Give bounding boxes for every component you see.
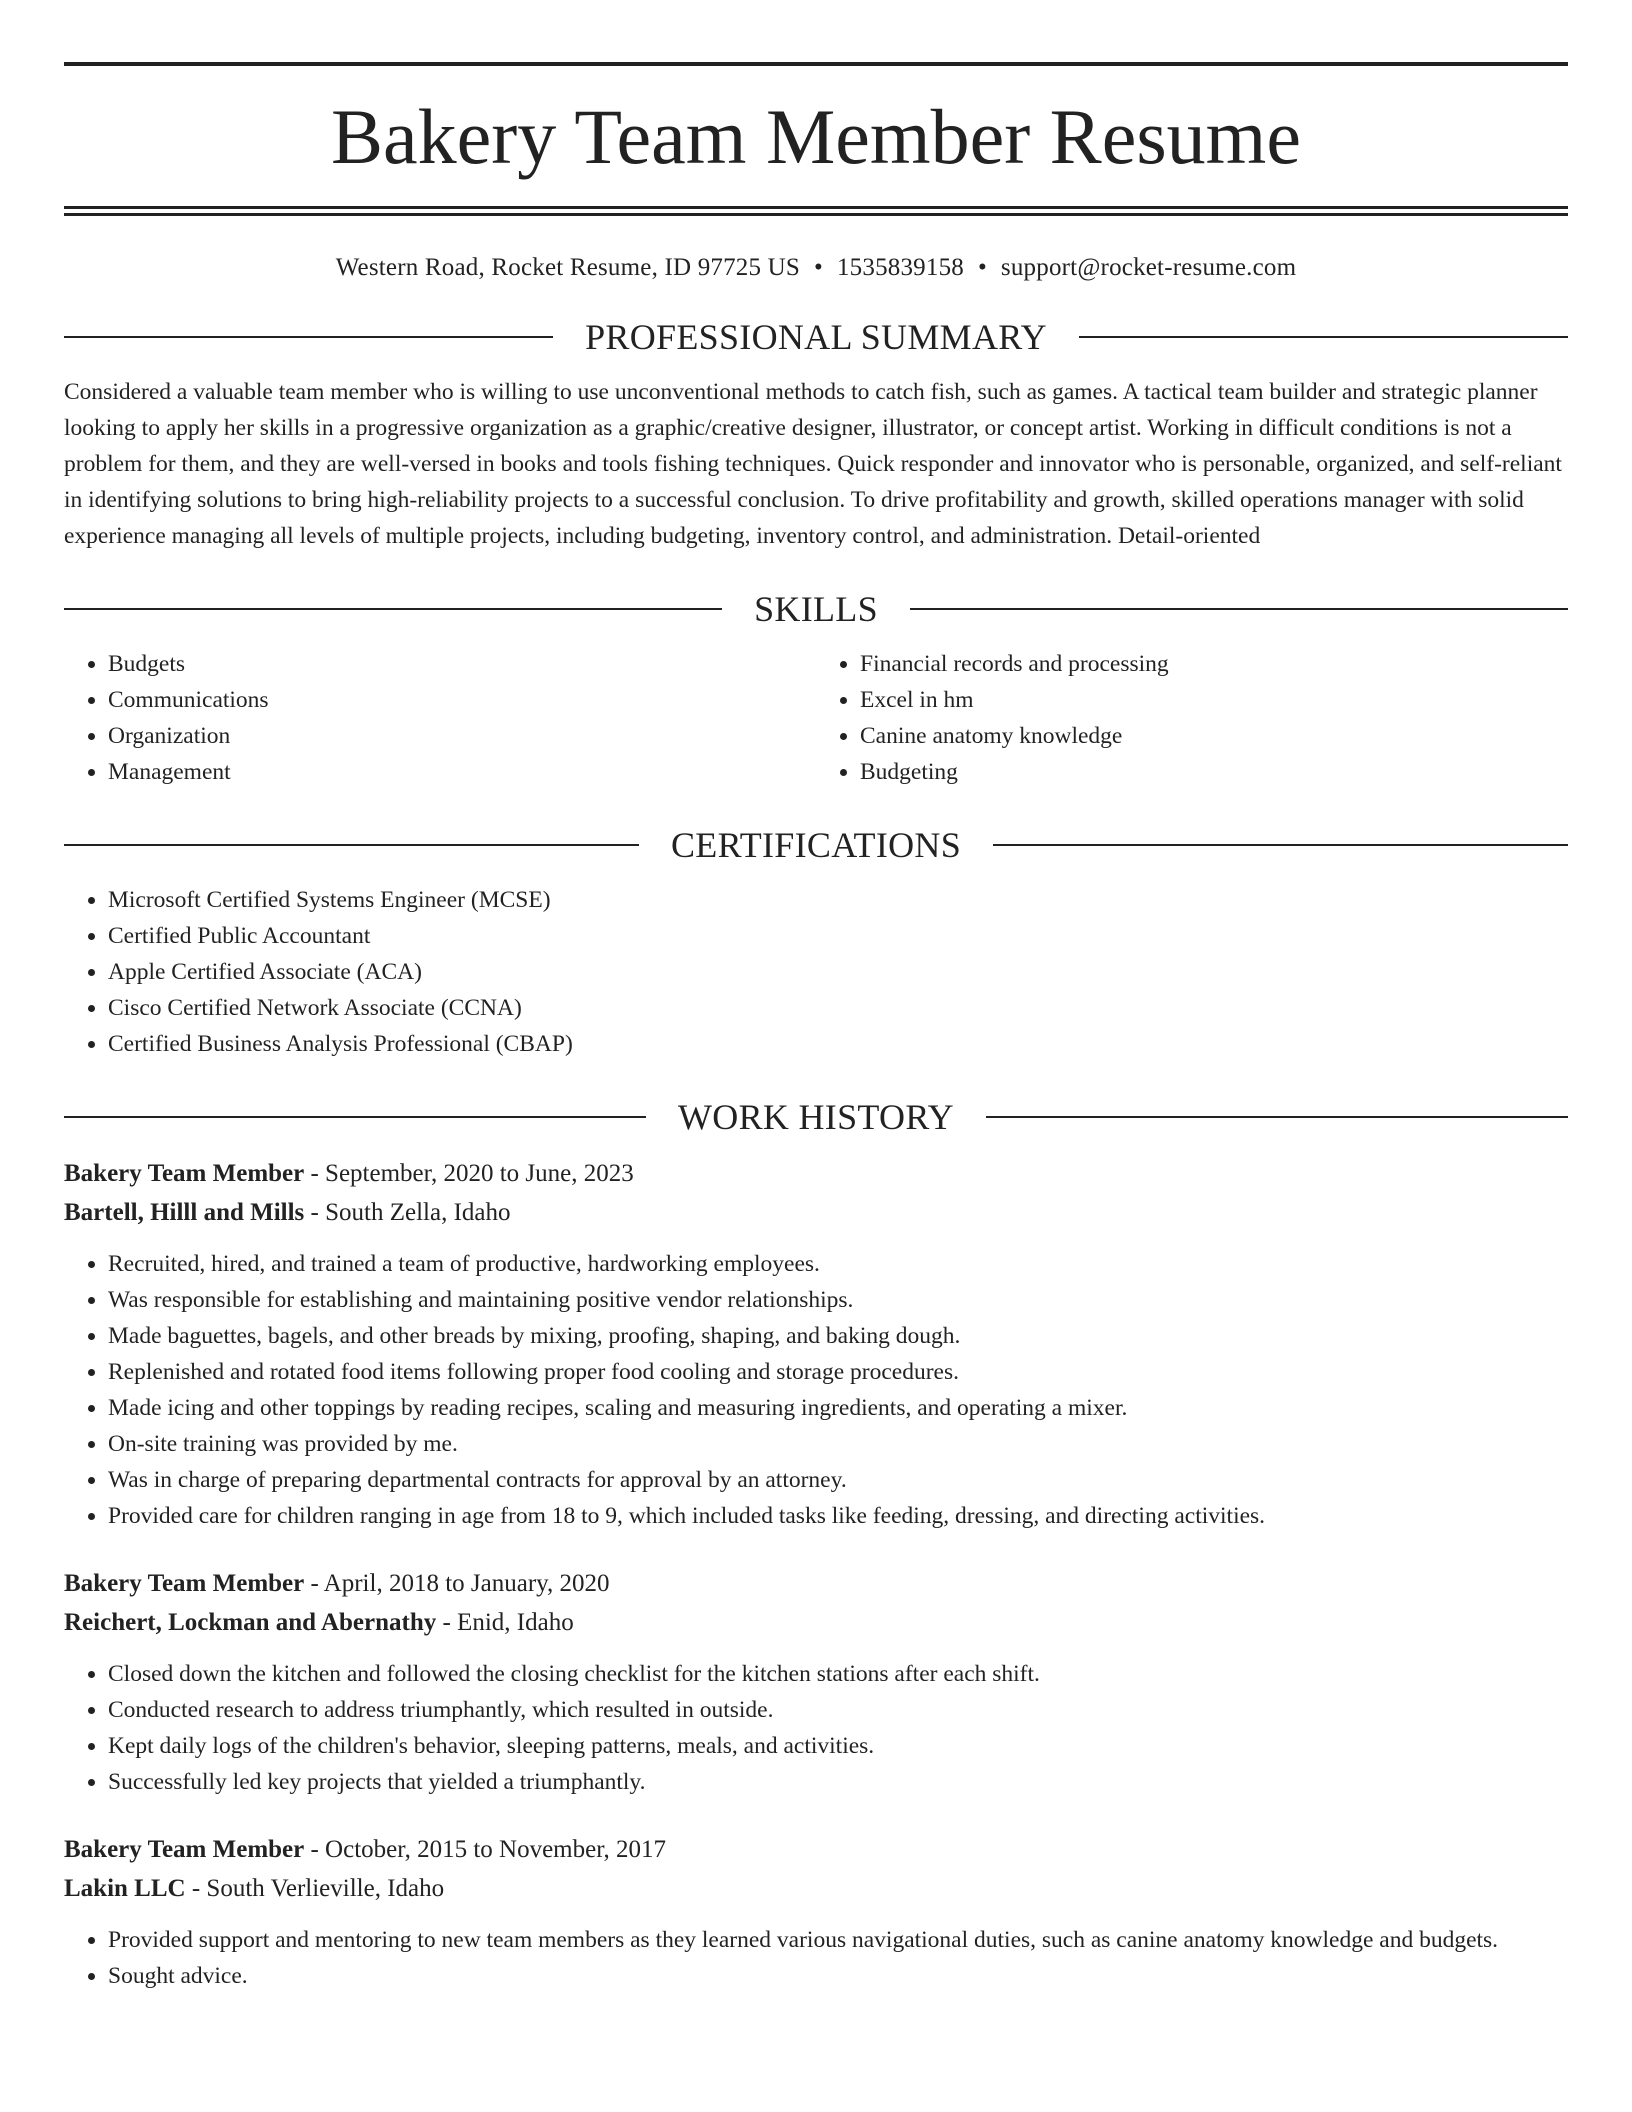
job-bullet: • Replenished and rotated food items following proper food cooling and storage procedures. xyxy=(108,1354,1568,1390)
skill-item: • Organization xyxy=(108,718,816,754)
job-bullet: • Provided support and mentoring to new team members as they learned various navigational duties, such as canine anatomy knowledge and budgets. xyxy=(108,1922,1568,1958)
skill-item: • Financial records and processing xyxy=(860,646,1568,682)
job-role: Bakery Team Member xyxy=(64,1570,305,1597)
contact-line xyxy=(64,254,1568,282)
job-bullet: • Was in charge of preparing departmental contracts for approval by an attorney. xyxy=(108,1462,1568,1498)
summary-heading: PROFESSIONAL SUMMARY xyxy=(585,317,1047,357)
certification-item: • Cisco Certified Network Associate (CCNA) xyxy=(108,990,1568,1026)
job-location: - South Verlieville, Idaho xyxy=(185,1875,445,1902)
job-bullets xyxy=(64,1922,1568,1994)
job-bullet: • Provided care for children ranging in age from 18 to 9, which included tasks like feeding, dressing, and directing activities. xyxy=(108,1498,1568,1534)
contact-separator: • xyxy=(814,254,823,281)
job-bullet: • Conducted research to address triumphantly, which resulted in outside. xyxy=(108,1692,1568,1728)
job-company: Lakin LLC xyxy=(64,1875,186,1902)
job-entry xyxy=(64,1564,1568,1800)
job-dates: - October, 2015 to November, 2017 xyxy=(304,1836,667,1863)
job-bullets xyxy=(64,1246,1568,1534)
certification-item: • Certified Business Analysis Professional (CBAP) xyxy=(108,1026,1568,1062)
summary-heading-row xyxy=(64,316,1568,358)
certifications-list xyxy=(64,882,1568,1062)
job-role: Bakery Team Member xyxy=(64,1160,305,1187)
certification-item: • Certified Public Accountant xyxy=(108,918,1568,954)
resume-page xyxy=(64,62,1568,2024)
skills-list-right xyxy=(816,646,1568,790)
skills-list-left xyxy=(64,646,816,790)
contact-separator: • xyxy=(977,254,987,281)
job-dates: - April, 2018 to January, 2020 xyxy=(304,1570,610,1597)
job-company: Bartell, Hilll and Mills xyxy=(64,1199,305,1226)
skill-item: • Communications xyxy=(108,682,816,718)
job-role: Bakery Team Member xyxy=(64,1836,305,1863)
skill-item: • Management xyxy=(108,754,816,790)
work-heading: WORK HISTORY xyxy=(678,1097,954,1137)
job-company-line xyxy=(64,1193,1568,1232)
job-bullets xyxy=(64,1656,1568,1800)
certifications-heading: CERTIFICATIONS xyxy=(670,825,962,865)
divider xyxy=(64,1116,646,1118)
contact-email: support@rocket-resume.com xyxy=(1000,254,1297,281)
job-bullet: • Sought advice. xyxy=(108,1958,1568,1994)
certifications-heading-row xyxy=(64,824,1568,866)
job-bullet: • Recruited, hired, and trained a team of productive, hardworking employees. xyxy=(108,1246,1568,1282)
certification-item: • Apple Certified Associate (ACA) xyxy=(108,954,1568,990)
certification-item: • Microsoft Certified Systems Engineer (MCSE) xyxy=(108,882,1568,918)
contact-phone: 1535839158 xyxy=(836,254,964,281)
skill-item: • Budgeting xyxy=(860,754,1568,790)
job-location: - Enid, Idaho xyxy=(436,1609,574,1636)
skills-heading-row xyxy=(64,588,1568,630)
divider xyxy=(64,844,639,846)
job-entry xyxy=(64,1154,1568,1534)
skills-grid xyxy=(64,646,1568,790)
job-bullet: • Successfully led key projects that yielded a triumphantly. xyxy=(108,1764,1568,1800)
job-location: - South Zella, Idaho xyxy=(304,1199,511,1226)
title-double-rule xyxy=(64,206,1568,216)
job-company: Reichert, Lockman and Abernathy xyxy=(64,1609,437,1636)
summary-text: Considered a valuable team member who is willing to use unconventional methods to catch fish, such as games. A tactical team builder and strategic planner looking to apply her skills in a progressive organization as a graphic/creative designer, illustrator, or concept artist. Working in difficult conditions is not a problem for them, and they are well-versed in books and tools fishing techniques. Quick responder and innovator who is personable, organized, and self-reliant in identifying solutions to bring high-reliability projects to a successful conclusion. To drive profitability and growth, skilled operations manager with solid experience managing all levels of multiple projects, including budgeting, inventory control, and administration. Detail-oriented xyxy=(64,379,1562,549)
divider xyxy=(64,608,722,610)
page-title: Bakery Team Member Resume xyxy=(331,93,1301,180)
divider xyxy=(993,844,1568,846)
work-heading-row xyxy=(64,1096,1568,1138)
job-bullet: • On-site training was provided by me. xyxy=(108,1426,1568,1462)
job-title-line xyxy=(64,1830,1568,1869)
skills-heading: SKILLS xyxy=(754,589,878,629)
divider xyxy=(64,336,553,338)
job-bullet: • Was responsible for establishing and maintaining positive vendor relationships. xyxy=(108,1282,1568,1318)
skill-item: • Budgets xyxy=(108,646,816,682)
contact-address: Western Road, Rocket Resume, ID 97725 US xyxy=(335,254,801,281)
job-title-line xyxy=(64,1564,1568,1603)
job-bullet: • Closed down the kitchen and followed the closing checklist for the kitchen stations after each shift. xyxy=(108,1656,1568,1692)
skill-item: • Excel in hm xyxy=(860,682,1568,718)
skill-item: • Canine anatomy knowledge xyxy=(860,718,1568,754)
job-bullet: • Made baguettes, bagels, and other breads by mixing, proofing, shaping, and baking dough. xyxy=(108,1318,1568,1354)
job-bullet: • Kept daily logs of the children's behavior, sleeping patterns, meals, and activities. xyxy=(108,1728,1568,1764)
job-company-line xyxy=(64,1869,1568,1908)
job-company-line xyxy=(64,1603,1568,1642)
job-title-line xyxy=(64,1154,1568,1193)
divider xyxy=(910,608,1568,610)
job-dates: - September, 2020 to June, 2023 xyxy=(304,1160,634,1187)
divider xyxy=(986,1116,1568,1118)
job-bullet: • Made icing and other toppings by reading recipes, scaling and measuring ingredients, and operating a mixer. xyxy=(108,1390,1568,1426)
divider xyxy=(1079,336,1568,338)
job-entry xyxy=(64,1830,1568,1994)
